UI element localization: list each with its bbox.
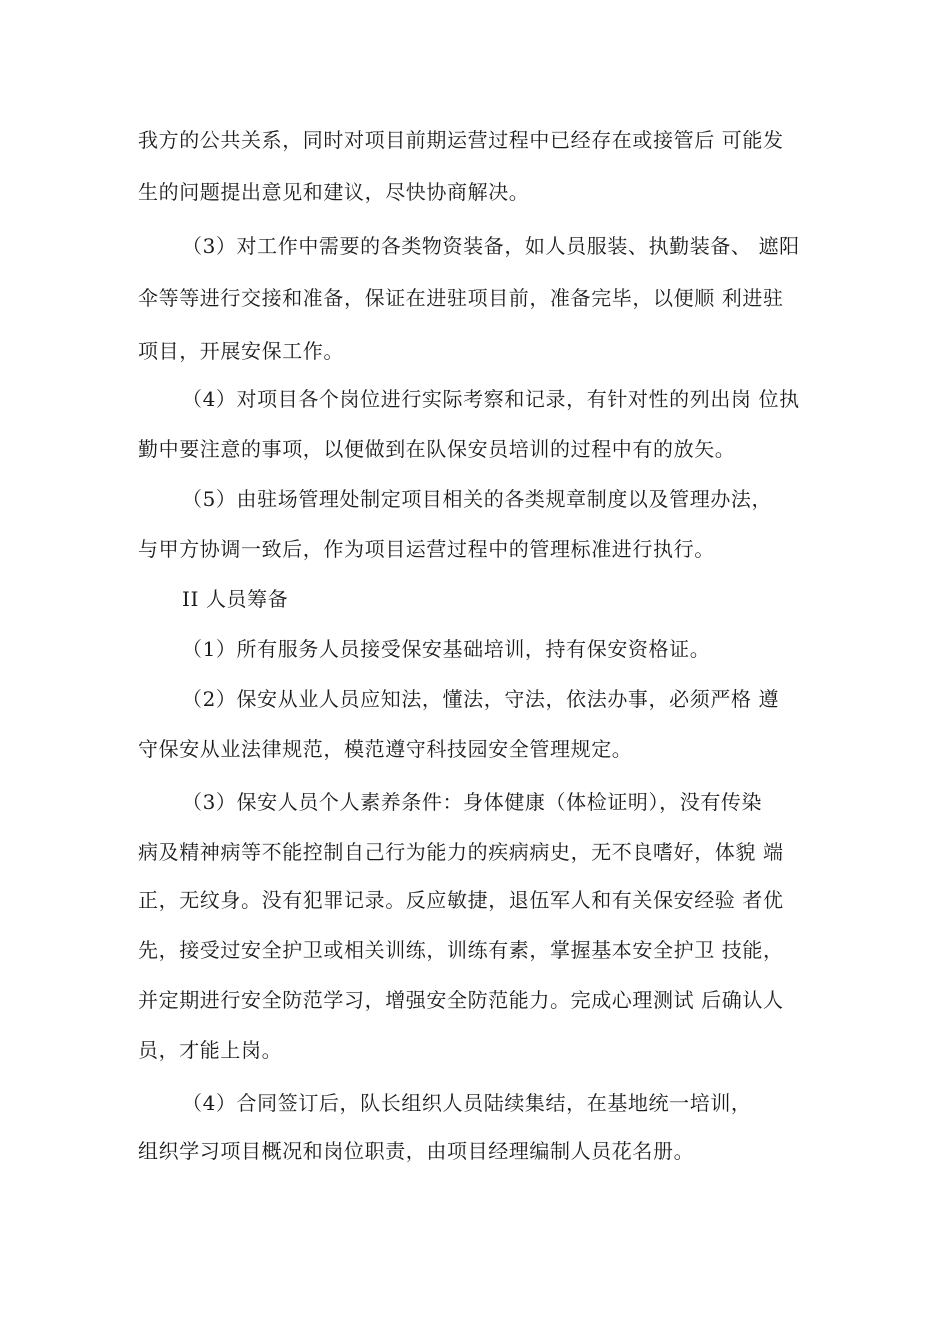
text-line: 病及精神病等不能控制自己行为能力的疾病病史，无不良嗜好，体貌 端 xyxy=(138,840,784,864)
text-line: （3）保安人员个人素养条件：身体健康（体检证明），没有传染 xyxy=(182,790,763,814)
text-line: 守保安从业法律规范，模范遵守科技园安全管理规定。 xyxy=(138,737,633,761)
text-line: （4）对项目各个岗位进行实际考察和记录，有针对性的列出岗 位执 xyxy=(182,387,800,411)
text-line: 并定期进行安全防范学习，增强安全防范能力。完成心理测试 后确认人 xyxy=(138,988,784,1012)
text-line: 员，才能上岗。 xyxy=(138,1038,283,1062)
text-line: （5）由驻场管理处制定项目相关的各类规章制度以及管理办法， xyxy=(182,487,773,511)
text-line: 勤中要注意的事项，以便做到在队保安员培训的过程中有的放矢。 xyxy=(138,437,736,461)
text-line: （2）保安从业人员应知法，懂法，守法，依法办事，必须严格 遵 xyxy=(182,687,780,711)
text-line: 项目，开展安保工作。 xyxy=(138,339,344,363)
text-line: 伞等等进行交接和准备，保证在进驻项目前，准备完毕，以便顺 利进驻 xyxy=(138,286,784,310)
text-line: 正，无纹身。没有犯罪记录。反应敏捷，退伍军人和有关保安经验 者优 xyxy=(138,888,784,912)
text-line: 先，接受过安全护卫或相关训练，训练有素，掌握基本安全护卫 技能， xyxy=(138,938,784,962)
text-line: 我方的公共关系，同时对项目前期运营过程中已经存在或接管后 可能发 xyxy=(138,128,784,152)
section-heading: II 人员筹备 xyxy=(182,587,289,611)
text-line: （3）对工作中需要的各类物资装备，如人员服装、执勤装备、 遮阳 xyxy=(182,234,800,258)
text-line: 与甲方协调一致后，作为项目运营过程中的管理标准进行执行。 xyxy=(138,537,715,561)
text-line: （1）所有服务人员接受保安基础培训，持有保安资格证。 xyxy=(182,637,711,661)
text-line: 生的问题提出意见和建议，尽快协商解决。 xyxy=(138,180,530,204)
text-line: （4）合同签订后，队长组织人员陆续集结，在基地统一培训， xyxy=(182,1091,752,1115)
text-line: 组织学习项目概况和岗位职责，由项目经理编制人员花名册。 xyxy=(138,1139,695,1163)
